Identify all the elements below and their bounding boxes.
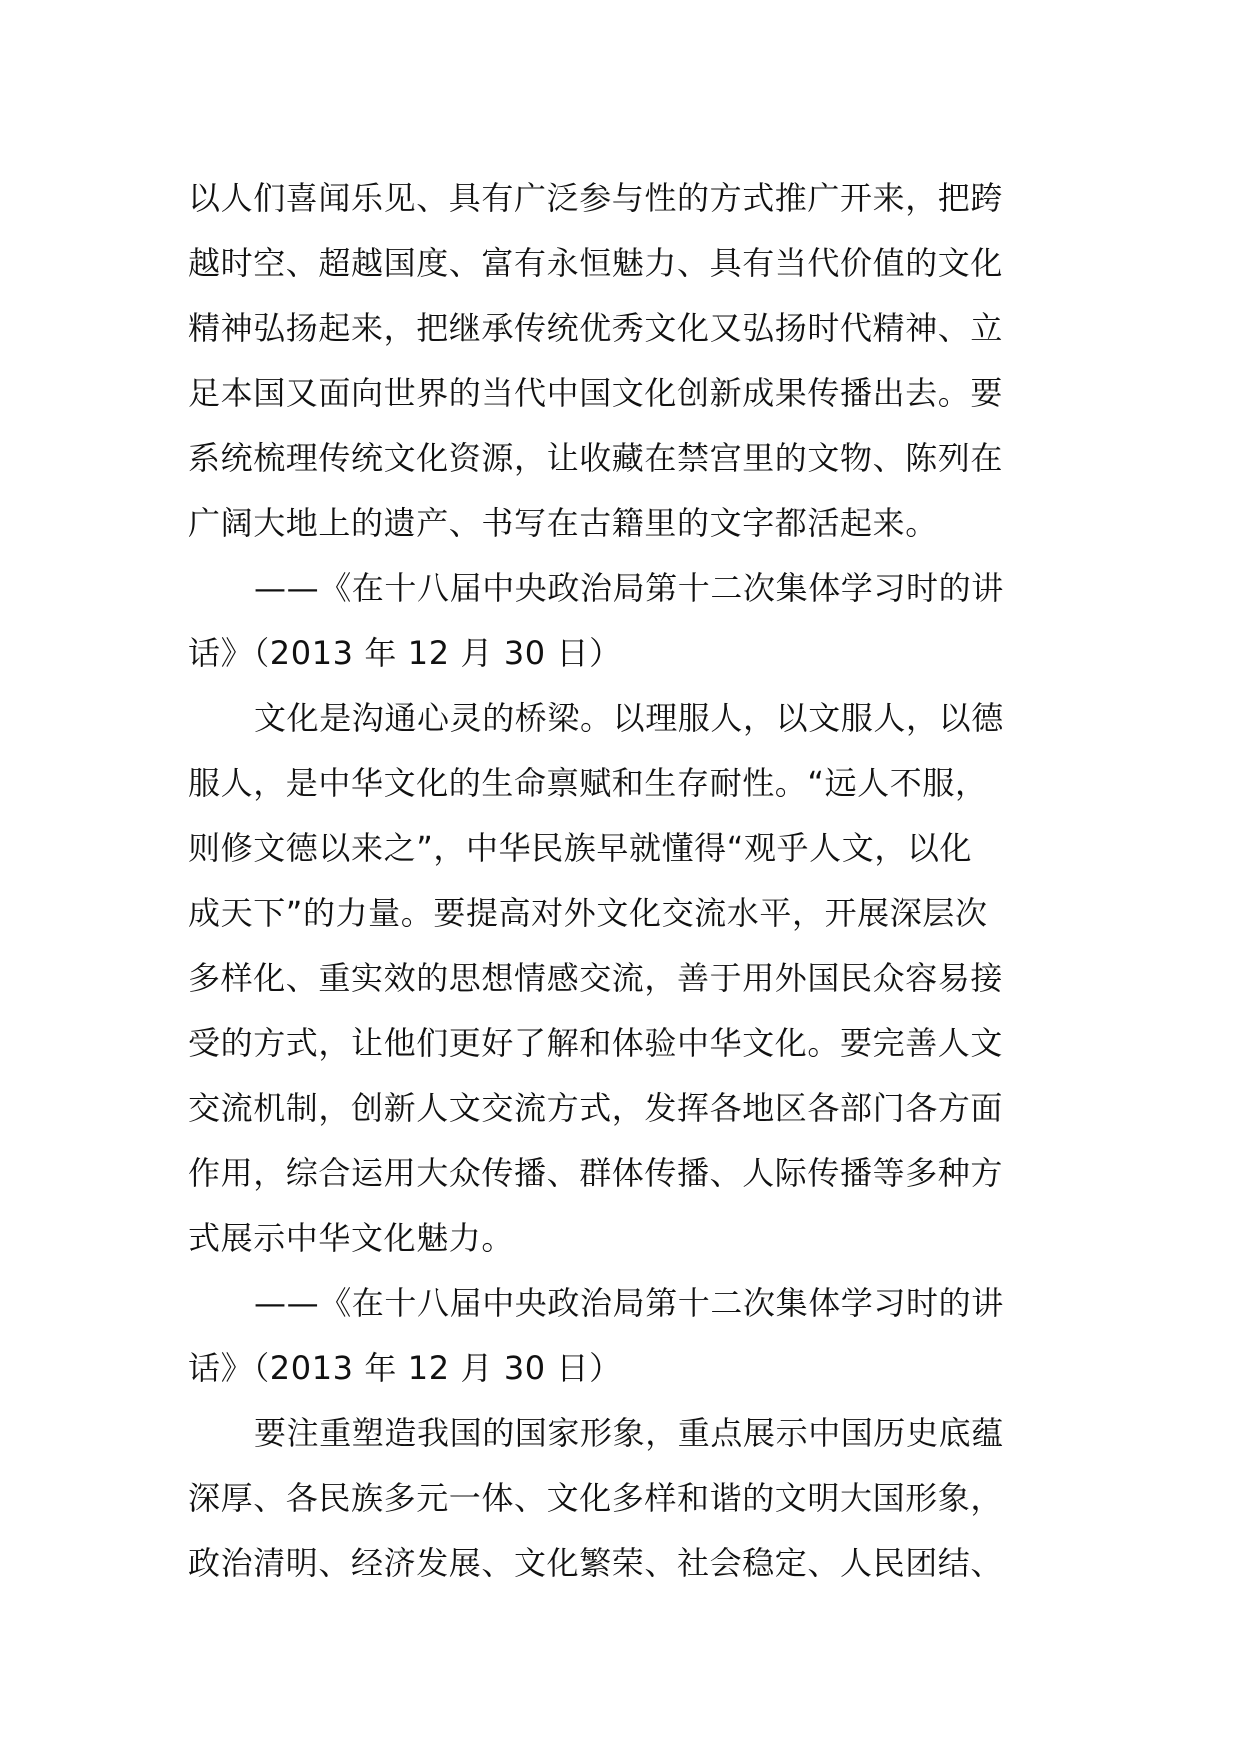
text-line: 要注重塑造我国的国家形象，重点展示中国历史底蕴 [254, 1414, 1004, 1452]
citation-line: 话》（2013 年 12 月 30 日） [188, 634, 622, 672]
text-line: 式展示中华文化魅力。 [188, 1219, 515, 1257]
source-citation [188, 556, 1054, 686]
text-line: 广阔大地上的遗产、书写在古籍里的文字都活起来。 [188, 504, 938, 542]
text-line: 交流机制，创新人文交流方式，发挥各地区各部门各方面 [188, 1089, 1004, 1127]
source-citation [188, 1271, 1054, 1401]
text-line: 成天下”的力量。要提高对外文化交流水平，开展深层次 [188, 894, 988, 932]
text-line: 则修文德以来之”，中华民族早就懂得“观乎人文，以化 [188, 829, 973, 867]
paragraph-culture-bridge [188, 686, 1054, 1271]
text-line: 足本国又面向世界的当代中国文化创新成果传播出去。要 [188, 374, 1004, 412]
text-line: 文化是沟通心灵的桥梁。以理服人，以文服人，以德 [254, 699, 1004, 737]
text-line: 政治清明、经济发展、文化繁荣、社会稳定、人民团结、 [188, 1544, 1004, 1582]
paragraph-continuation [188, 166, 1054, 556]
citation-line: ——《在十八届中央政治局第十二次集体学习时的讲 [254, 569, 1004, 607]
citation-line: ——《在十八届中央政治局第十二次集体学习时的讲 [254, 1284, 1004, 1322]
body-text [188, 166, 1054, 1596]
text-line: 越时空、超越国度、富有永恒魅力、具有当代价值的文化 [188, 244, 1004, 282]
text-line: 作用，综合运用大众传播、群体传播、人际传播等多种方 [188, 1154, 1004, 1192]
text-line: 服人，是中华文化的生命禀赋和生存耐性。“远人不服， [188, 764, 988, 802]
text-line: 以人们喜闻乐见、具有广泛参与性的方式推广开来，把跨 [188, 179, 1004, 217]
text-line: 受的方式，让他们更好了解和体验中华文化。要完善人文 [188, 1024, 1004, 1062]
text-line: 精神弘扬起来，把继承传统优秀文化又弘扬时代精神、立 [188, 309, 1004, 347]
text-line: 多样化、重实效的思想情感交流，善于用外国民众容易接 [188, 959, 1004, 997]
citation-line: 话》（2013 年 12 月 30 日） [188, 1349, 622, 1387]
text-line: 深厚、各民族多元一体、文化多样和谐的文明大国形象， [188, 1479, 1004, 1517]
text-line: 系统梳理传统文化资源，让收藏在禁宫里的文物、陈列在 [188, 439, 1004, 477]
paragraph-national-image [188, 1401, 1054, 1596]
